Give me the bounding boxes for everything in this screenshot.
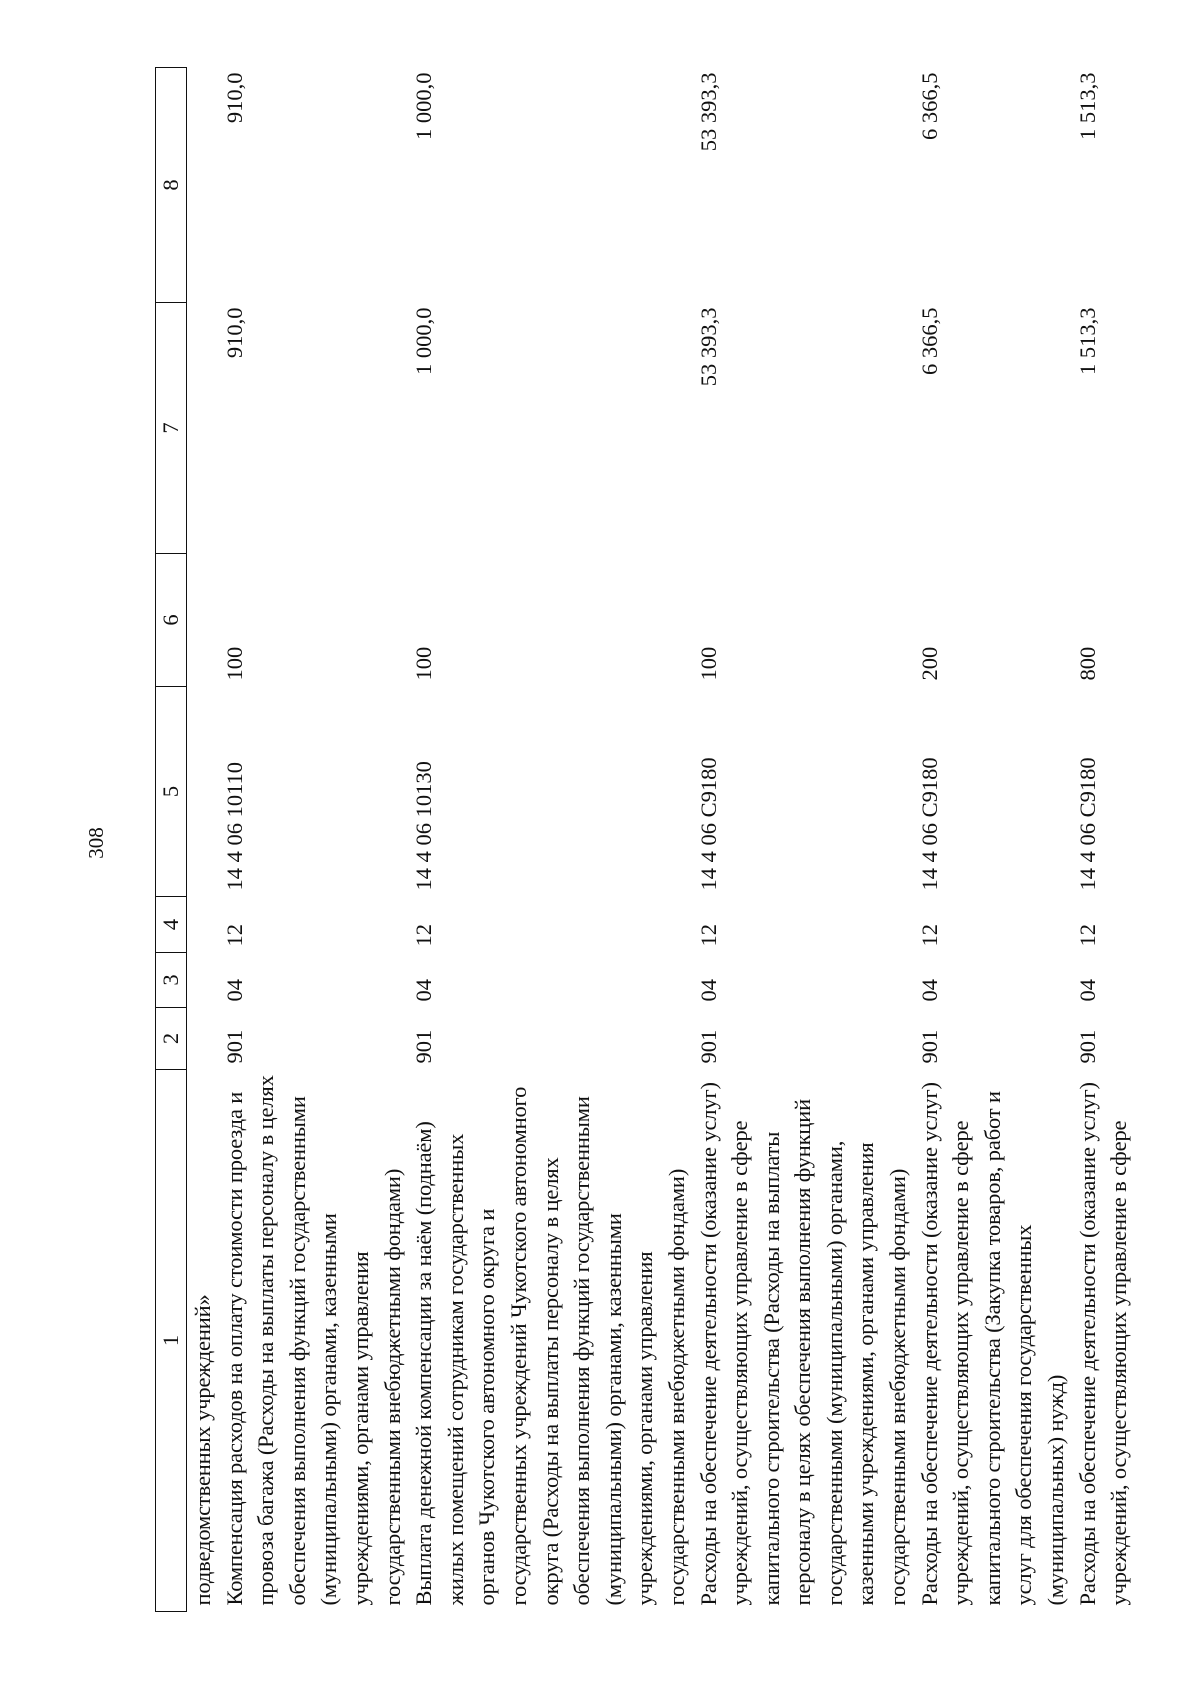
row-amount-8: 6 366,5 [916,72,942,140]
row-amount-7: 6 366,5 [916,307,942,375]
row-section: 04 [221,979,247,1002]
row-target-article: 14 4 06 10130 [411,761,437,891]
header-cell-1: 1 [156,1070,187,1612]
row-subsection: 12 [916,924,942,947]
continuation-text: подведомственных учреждений» [190,1294,215,1606]
table-row [219,68,409,1612]
row-name: Расходы на обеспечение деятельности (оказание услуг) учреждений, осуществляющих управление в сфере капитального строительства (Закупка товаров, работ и услуг для обеспечения государственных (муниципальных) нужд) [916,1082,1069,1606]
row-expense-type: 800 [1074,646,1100,681]
row-name: Расходы на обеспечение деятельности (оказание услуг) учреждений, осуществляющих управление в сфере капитального строительства (Расходы на выплаты персоналу в целях обеспечения выполнения функций государственными (муниципальными) органами, казенными учреждениями, органами управления государственными внебюджетными фондами) [695,1082,911,1606]
row-admin-code: 901 [916,1029,942,1064]
row-subsection: 12 [1074,924,1100,947]
continuation-row [187,68,219,1612]
row-section: 04 [411,979,437,1002]
table-row [914,68,1072,1612]
header-cell-6: 6 [156,554,187,687]
row-target-article: 14 4 06 С9180 [916,757,942,891]
row-amount-7: 1 000,0 [411,307,437,375]
table-row [693,68,914,1612]
header-cell-3: 3 [156,953,187,1008]
row-name: Компенсация расходов на оплату стоимости проезда и провоза багажа (Расходы на выплаты персоналу в целях обеспечения выполнения функций государственными (муниципальными) органами, казенными учреждениями, органами управления государственными внебюджетными фондами) [221,1075,405,1606]
row-amount-7: 910,0 [221,307,247,359]
row-amount-8: 1 513,3 [1074,72,1100,140]
row-target-article: 14 4 06 10110 [221,761,247,891]
table-row [408,68,692,1612]
header-cell-8: 8 [156,68,187,303]
header-cell-7: 7 [156,303,187,554]
row-subsection: 12 [221,924,247,947]
header-cell-5: 5 [156,687,187,897]
page-number: 308 [84,827,108,859]
table-row [1072,68,1135,1612]
row-target-article: 14 4 06 С9180 [1074,757,1100,891]
row-expense-type: 100 [695,646,721,681]
row-admin-code: 901 [221,1029,247,1064]
row-admin-code: 901 [1074,1029,1100,1064]
row-section: 04 [695,979,721,1002]
budget-table [155,67,1135,1612]
row-amount-8: 53 393,3 [695,72,721,152]
row-admin-code: 901 [411,1029,437,1064]
header-cell-2: 2 [156,1008,187,1070]
row-expense-type: 200 [916,646,942,681]
row-target-article: 14 4 06 С9180 [695,757,721,891]
row-subsection: 12 [411,924,437,947]
row-amount-8: 910,0 [221,72,247,124]
header-cell-4: 4 [156,897,187,953]
row-admin-code: 901 [695,1029,721,1064]
row-subsection: 12 [695,924,721,947]
row-amount-7: 1 513,3 [1074,307,1100,375]
rotated-table-container [155,68,1159,1612]
row-amount-8: 1 000,0 [411,72,437,140]
row-section: 04 [916,979,942,1002]
header-row [156,68,187,1612]
row-name: Расходы на обеспечение деятельности (оказание услуг) учреждений, осуществляющих управление в сфере [1074,1082,1132,1606]
row-expense-type: 100 [411,646,437,681]
row-name: Выплата денежной компенсации за наём (поднаём) жилых помещений сотрудникам государственных органов Чукотского автономного округа и государственных учреждений Чукотского автономного округа (Расходы на выплаты персоналу в целях обеспечения выполнения функций государственными (муниципальными) органами, казенными учреждениями, органами управления государственными внебюджетными фондами) [411,1086,689,1606]
row-section: 04 [1074,979,1100,1002]
row-expense-type: 100 [221,646,247,681]
row-amount-7: 53 393,3 [695,307,721,387]
